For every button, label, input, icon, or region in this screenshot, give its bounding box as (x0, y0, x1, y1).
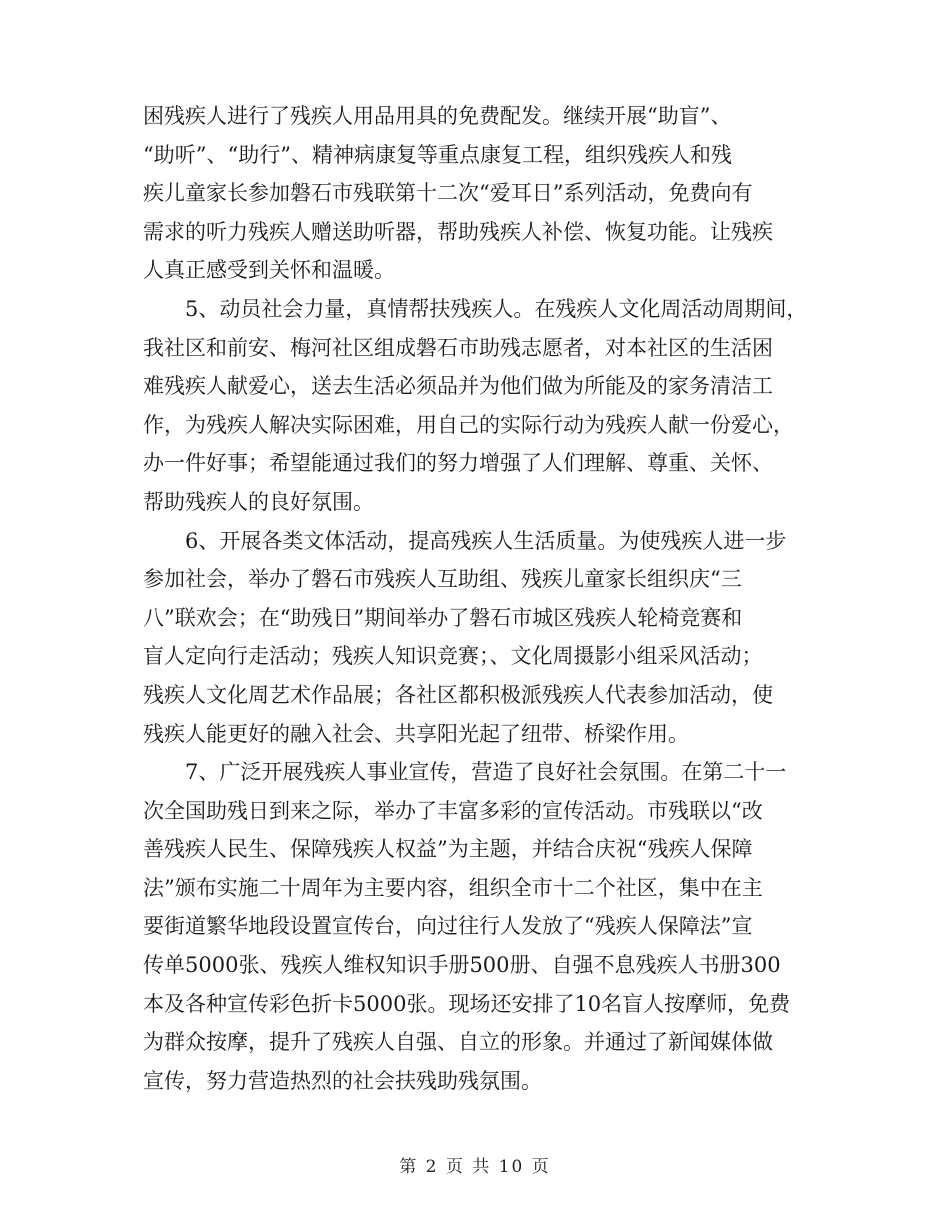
text-line: 善残疾人民生、保障残疾人权益”为主题，并结合庆祝“残疾人保障 (143, 837, 753, 862)
text-line: “助听”、“助行”、精神病康复等重点康复工程，组织残疾人和残 (143, 142, 732, 167)
document-body (143, 97, 823, 1100)
text-line: 次全国助残日到来之际，举办了丰富多彩的宣传活动。市残联以“改 (143, 798, 763, 823)
text-line: 需求的听力残疾人赠送助听器，帮助残疾人补偿、恢复功能。让残疾 (143, 219, 773, 244)
text-line: 作，为残疾人解决实际困难，用自己的实际行动为残疾人献一份爱心， (143, 412, 794, 437)
text-line: 6、开展各类文体活动，提高残疾人生活质量。为使残疾人进一步 (185, 528, 787, 553)
text-line: 参加社会，举办了磐石市残疾人互助组、残疾儿童家长组织庆“三 (143, 567, 742, 592)
text-line: 残疾人能更好的融入社会、共享阳光起了纽带、桥梁作用。 (143, 721, 689, 746)
text-line: 困残疾人进行了残疾人用品用具的免费配发。继续开展“助盲”、 (143, 104, 732, 128)
text-line: 为群众按摩，提升了残疾人自强、自立的形象。并通过了新闻媒体做 (143, 1030, 773, 1055)
text-line: 5、动员社会力量，真情帮扶残疾人。在残疾人文化周活动周期间， (185, 296, 808, 321)
text-line: 法”颁布实施二十周年为主要内容，组织全市十二个社区，集中在主 (143, 875, 763, 900)
text-line: 本及各种宣传彩色折卡5000张。现场还安排了10名盲人按摩师，免费 (143, 991, 791, 1016)
text-line: 帮助残疾人的良好氛围。 (143, 489, 374, 514)
text-line: 人真正感受到关怀和温暖。 (143, 258, 395, 283)
text-line: 盲人定向行走活动；残疾人知识竞赛；、文化周摄影小组采风活动； (143, 644, 763, 669)
text-line: 残疾人文化周艺术作品展；各社区都积极派残疾人代表参加活动，使 (143, 682, 773, 707)
text-line: 我社区和前安、梅河社区组成磐石市助残志愿者，对本社区的生活困 (143, 335, 773, 360)
text-line: 办一件好事；希望能通过我们的努力增强了人们理解、尊重、关怀、 (143, 451, 773, 476)
text-line: 疾儿童家长参加磐石市残联第十二次“爱耳日”系列活动，免费向有 (143, 181, 753, 206)
text-line: 八”联欢会；在“助残日”期间举办了磐石市城区残疾人轮椅竞赛和 (143, 605, 743, 630)
text-line: 要街道繁华地段设置宣传台，向过往行人发放了“残疾人保障法”宣 (143, 914, 753, 939)
text-line: 传单5000张、残疾人维权知识手册500册、自强不息残疾人书册300 (143, 953, 781, 978)
page-footer: 第 2 页 共 10 页 (399, 1157, 551, 1177)
text-line: 宣传，努力营造热烈的社会扶残助残氛围。 (143, 1068, 542, 1093)
text-line: 7、广泛开展残疾人事业宣传，营造了良好社会氛围。在第二十一 (185, 760, 787, 785)
text-line: 难残疾人献爱心，送去生活必须品并为他们做为所能及的家务清洁工 (143, 374, 773, 399)
